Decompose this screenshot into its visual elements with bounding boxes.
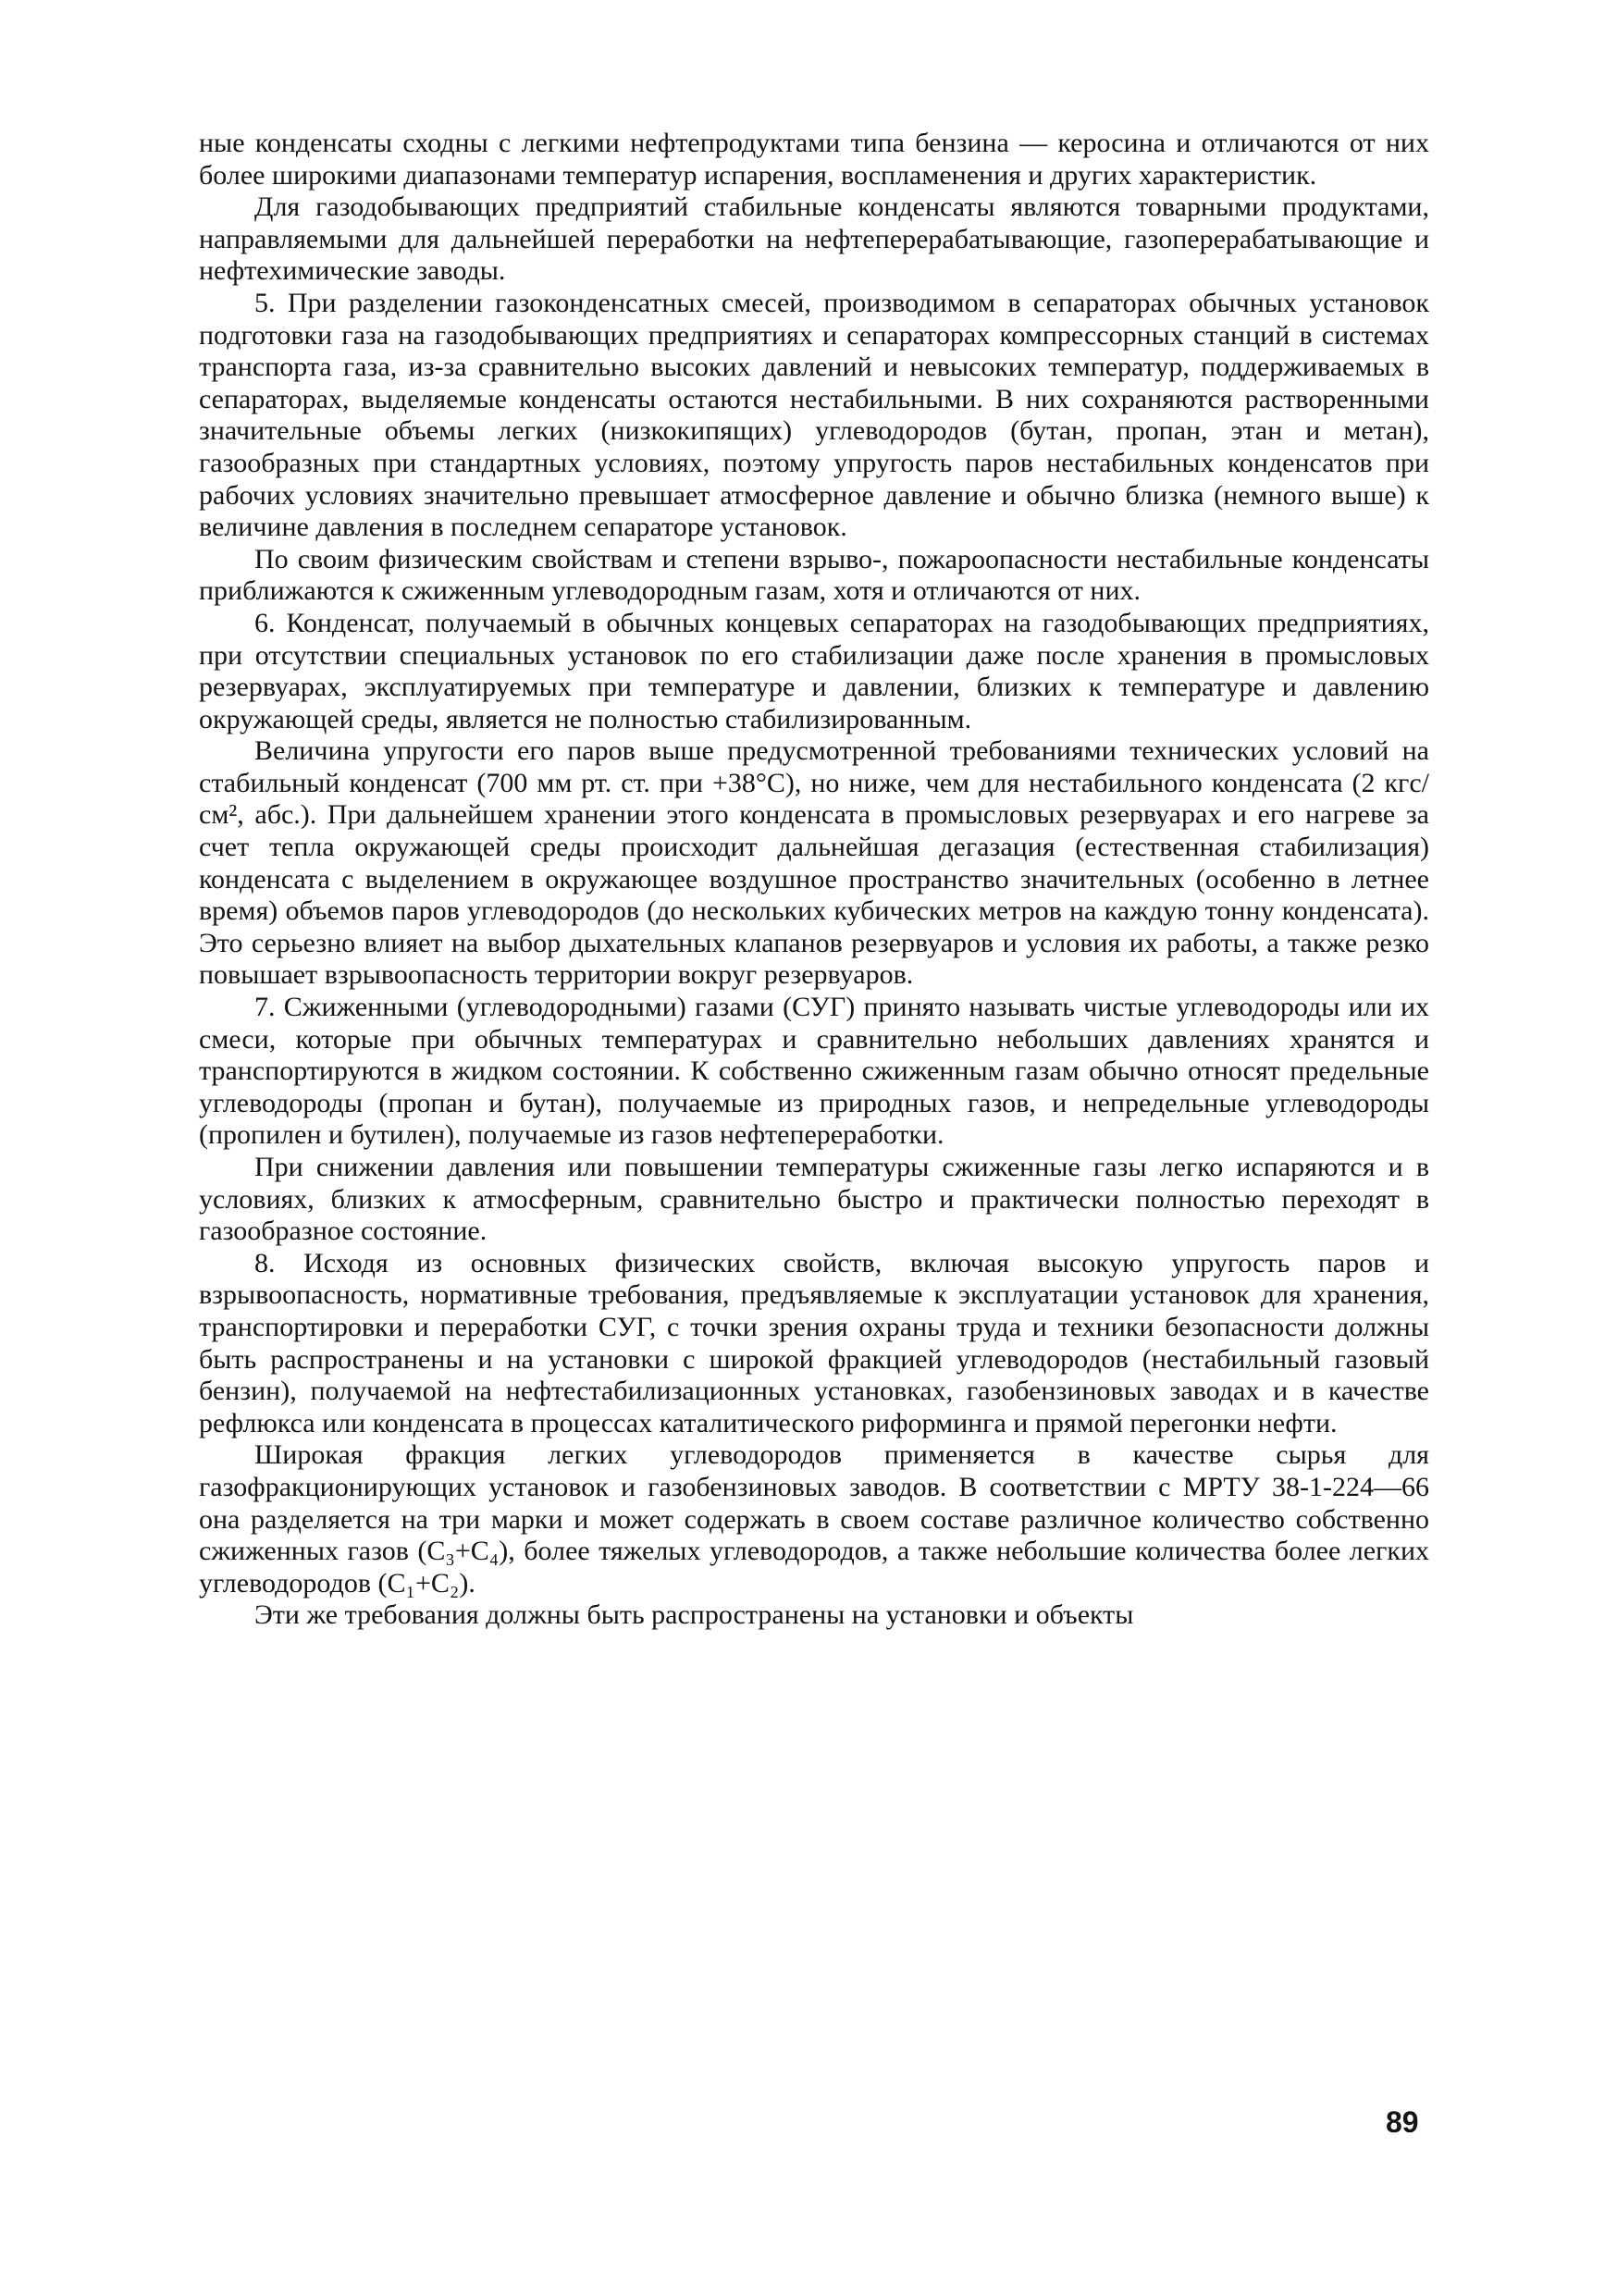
paragraph: При снижении давления или повышении температуры сжиженные газы легко испаряются и в условиях, близких к атмосферным, сравнительно быстро и практически полностью переходят в газообразное состояние. — [199, 1152, 1429, 1247]
paragraph-continuation: ные конденсаты сходны с легкими нефтепродуктами типа бензина — керосина и отличаются от них более широкими диапазонами температур испарения, воспламенения и других характеристик. — [199, 128, 1429, 191]
paragraph-item-8: 8. Исходя из основных физических свойств, включая высокую упругость паров и взрывоопасность, нормативные требования, предъявляемые к эксплуатации установок для хранения, транспортировки и переработки СУГ, с точки зрения охраны труда и техники безопасности должны быть распространены и на установки с широкой фракцией углеводородов (нестабильный газовый бензин), получаемой на нефтестабилизационных установках, газобензиновых заводах и в качестве рефлюкса или конденсата в процессах каталитического риформинга и прямой перегонки нефти. — [199, 1247, 1429, 1438]
paragraph: Для газодобывающих предприятий стабильные конденсаты являются товарными продуктами, направляемыми для дальнейшей переработки на нефтеперерабатывающие, газоперерабатывающие и нефтехимические заводы. — [199, 191, 1429, 287]
paragraph: Широкая фракция легких углеводородов применяется в качестве сырья для газофракционирующих установок и газобензиновых заводов. В соответствии с МРТУ 38-1-224—66 она разделяется на три марки и может содержать в своем составе различное количество собственно сжиженных газов (C₃+C₄), более тяжелых углеводородов, а также небольшие количества более легких углеводородов (C₁+C₂). — [199, 1439, 1429, 1599]
paragraph-item-7: 7. Сжиженными (углеводородными) газами (СУГ) принято называть чистые углеводороды или их смеси, которые при обычных температурах и сравнительно небольших давлениях хранятся и транспортируются в жидком состоянии. К собственно сжиженным газам обычно относят предельные углеводороды (пропан и бутан), получаемые из природных газов, и непредельные углеводороды (пропилен и бутилен), получаемые из газов нефтепереработки. — [199, 992, 1429, 1151]
paragraph-item-5: 5. При разделении газоконденсатных смесей, производимом в сепараторах обычных установок подготовки газа на газодобывающих предприятиях и сепараторах компрессорных станций в системах транспорта газа, из-за сравнительно высоких давлений и невысоких температур, поддерживаемых в сепараторах, выделяемые конденсаты остаются нестабильными. В них сохраняются растворенными значительные объемы легких (низкокипящих) углеводородов (бутан, пропан, этан и метан), газообразных при стандартных условиях, поэтому упругость паров нестабильных конденсатов при рабочих условиях значительно превышает атмосферное давление и обычно близка (немного выше) к величине давления в последнем сепараторе установок. — [199, 287, 1429, 543]
page-number: 89 — [1386, 2105, 1419, 2139]
paragraph: По своим физическим свойствам и степени взрыво-, пожароопасности нестабильные конденсаты приближаются к сжиженным углеводородным газам, хотя и отличаются от них. — [199, 543, 1429, 607]
paragraph-last-line: Эти же требования должны быть распространены на установки и объекты — [254, 1599, 1134, 1631]
body-text — [199, 128, 1429, 1632]
paragraph-item-6: 6. Конденсат, получаемый в обычных концевых сепараторах на газодобывающих предприятиях, при отсутствии специальных установок по его стабилизации даже после хранения в промысловых резервуарах, эксплуатируемых при температуре и давлении, близких к температуре и давлению окружающей среды, является не полностью стабилизированным. — [199, 607, 1429, 734]
paragraph: Величина упругости его паров выше предусмотренной требованиями технических условий на стабильный конденсат (700 мм рт. ст. при +38°С), но ниже, чем для нестабильного конденсата (2 кгс/см², абс.). При дальнейшем хранении этого конденсата в промысловых резервуарах и его нагреве за счет тепла окружающей среды происходит дальнейшая дегазация (естественная стабилизация) конденсата с выделением в окружающее воздушное пространство значительных (особенно в летнее время) объемов паров углеводородов (до нескольких кубических метров на каждую тонну конденсата). Это серьезно влияет на выбор дыхательных клапанов резервуаров и условия их работы, а также резко повышает взрывоопасность территории вокруг резервуаров. — [199, 735, 1429, 991]
